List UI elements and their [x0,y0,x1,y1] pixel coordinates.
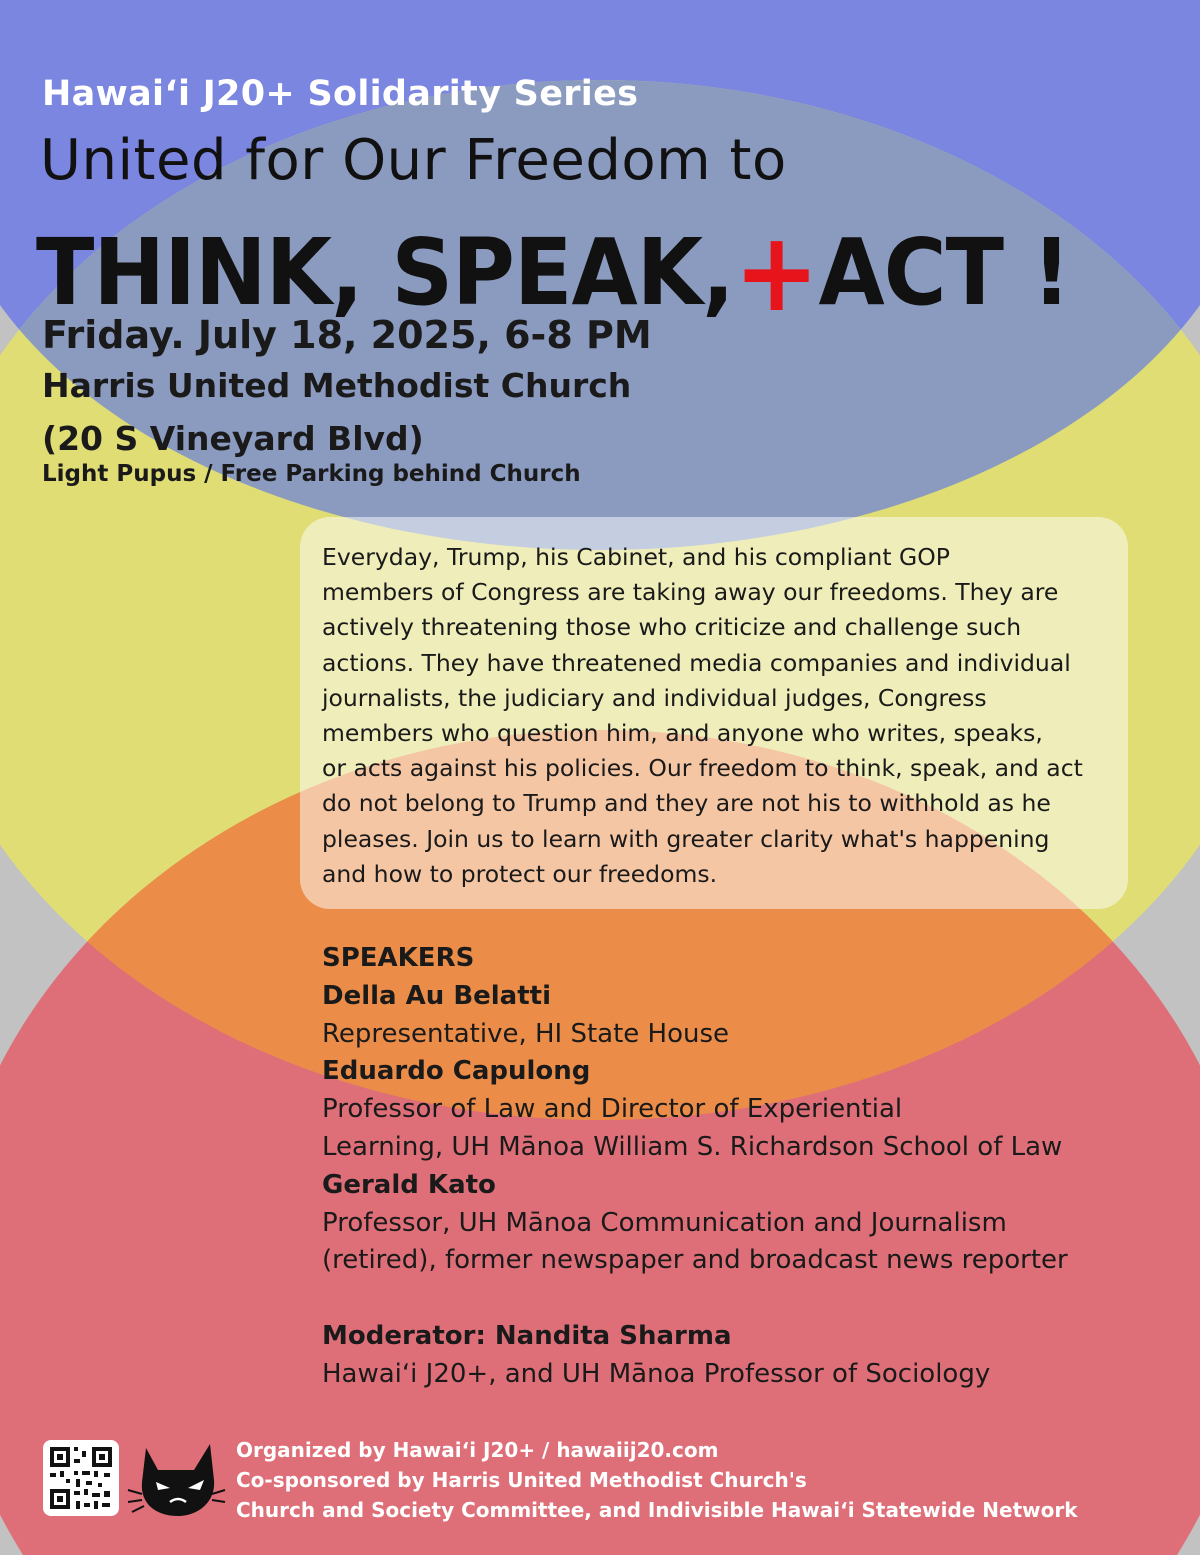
description-line: actions. They have threatened media companies and individual [322,648,1071,677]
speakers-heading: SPEAKERS [322,943,475,973]
speaker-title: Professor, UH Mānoa Communication and Journalism [322,1207,1007,1238]
speaker-name: Della Au Belatti [322,980,551,1011]
footer-cosponsor-1: Co-sponsored by Harris United Methodist Church's [236,1467,807,1492]
description-line: journalists, the judiciary and individual judges, Congress [322,683,987,712]
qr-code-graphic [43,1440,119,1516]
description-line: members of Congress are taking away our freedoms. They are [322,578,1059,607]
event-date: Friday. July 18, 2025, 6-8 PM [42,313,652,357]
description-line: pleases. Join us to learn with greater clarity what's happening [322,824,1050,853]
headline-act: ACT ! [818,219,1071,326]
plus-symbol: + [733,208,819,336]
speaker-name: Gerald Kato [322,1169,496,1200]
speaker-title: Professor of Law and Director of Experiential [322,1094,903,1125]
description-line: actively threatening those who criticize and challenge such [322,613,1022,642]
speaker-title: Learning, UH Mānoa William S. Richardson School of Law [322,1131,1063,1162]
moderator-name: Moderator: Nandita Sharma [322,1321,732,1352]
footer-organizer: Organized by Hawaiʻi J20+ / hawaiij20.com [236,1438,719,1462]
footer-credits [236,1436,1078,1525]
speakers-section [322,940,1142,1394]
speaker-name: Eduardo Capulong [322,1056,591,1087]
footer-cosponsor-2: Church and Society Committee, and Indivisible Hawaiʻi Statewide Network [236,1497,1078,1522]
cat-graphic [126,1440,226,1520]
description-line: Everyday, Trump, his Cabinet, and his compliant GOP [322,543,950,571]
series-title: Hawaiʻi J20+ Solidarity Series [42,74,639,114]
event-address: (20 S Vineyard Blvd) [42,419,424,458]
event-note: Light Pupus / Free Parking behind Church [42,461,581,487]
description-line: members who question him, and anyone who writes, speaks, [322,719,1043,748]
qr-code-icon[interactable] [43,1440,119,1516]
moderator-title: Hawaiʻi J20+, and UH Mānoa Professor of Sociology [322,1358,991,1389]
headline-think: THINK, SPEAK, [36,219,734,326]
description-line: do not belong to Trump and they are not his to withhold as he [322,789,1051,818]
speaker-title: Representative, HI State House [322,1018,730,1049]
headline-line1: United for Our Freedom to [40,128,787,193]
speaker-title: (retired), former newspaper and broadcast news reporter [322,1245,1068,1276]
description-text [322,540,1112,892]
description-line: and how to protect our freedoms. [322,859,718,888]
description-line: or acts against his policies. Our freedom to think, speak, and act [322,754,1083,783]
black-cat-icon [126,1440,226,1520]
event-venue: Harris United Methodist Church [42,366,632,405]
